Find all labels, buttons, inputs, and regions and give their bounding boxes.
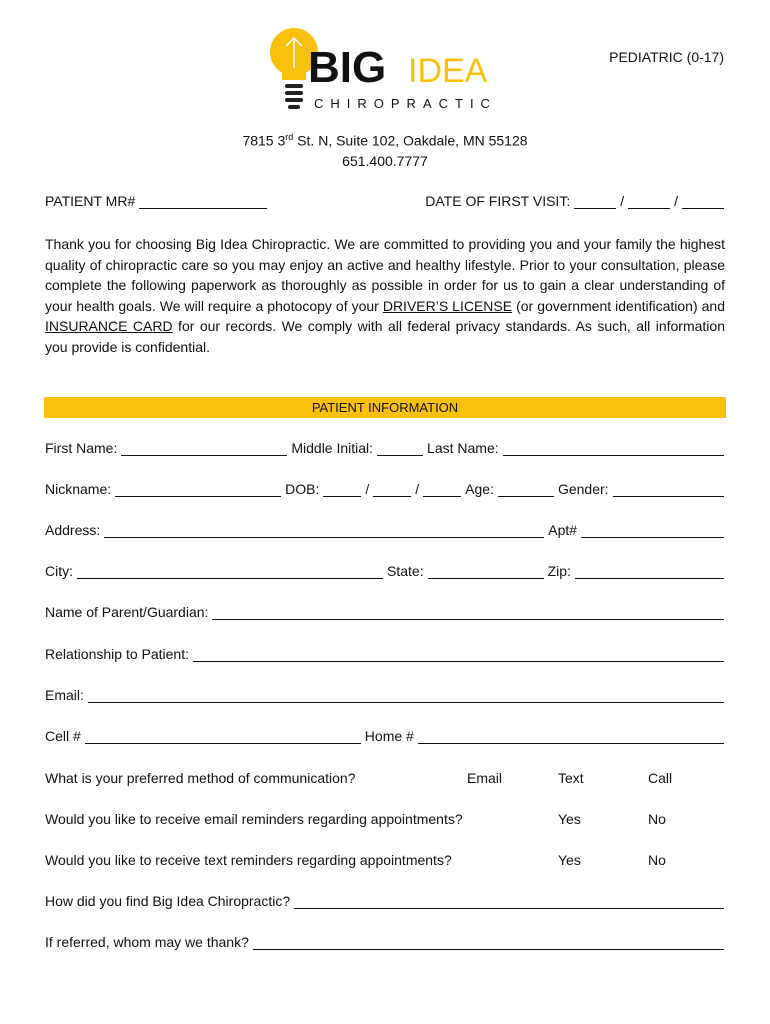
- email-row: [45, 687, 724, 703]
- middle-initial-field[interactable]: [377, 442, 423, 456]
- age-label: Age:: [465, 481, 494, 497]
- state-label: State:: [387, 563, 424, 579]
- age-field[interactable]: [498, 483, 554, 497]
- apt-field[interactable]: [581, 524, 724, 538]
- first-visit-label: DATE OF FIRST VISIT:: [425, 193, 571, 209]
- phone-row: [45, 728, 724, 744]
- apt-label: Apt#: [548, 522, 578, 538]
- big-idea-logo: [270, 24, 510, 116]
- nickname-label: Nickname:: [45, 481, 112, 497]
- zip-field[interactable]: [575, 565, 724, 579]
- email-label: Email:: [45, 687, 84, 703]
- zip-label: Zip:: [547, 563, 571, 579]
- first-visit-year-field[interactable]: [682, 195, 724, 209]
- cell-label: Cell #: [45, 728, 81, 744]
- section-title-patient-information: PATIENT INFORMATION: [44, 397, 726, 418]
- text-reminders-no[interactable]: No: [648, 852, 666, 868]
- first-visit-month-field[interactable]: [574, 195, 616, 209]
- parent-row: [45, 604, 724, 620]
- home-field[interactable]: [418, 730, 724, 744]
- state-field[interactable]: [428, 565, 544, 579]
- communication-option-call[interactable]: Call: [648, 770, 673, 786]
- relationship-label: Relationship to Patient:: [45, 646, 189, 662]
- clinic-phone: 651.400.7777: [342, 153, 428, 169]
- referred-row: [45, 934, 724, 950]
- first-visit-day-field[interactable]: [628, 195, 670, 209]
- meta-row: PATIENT MR# DATE OF FIRST VISIT: / /: [45, 193, 724, 209]
- dob-month-field[interactable]: [323, 483, 361, 497]
- communication-option-email[interactable]: Email: [467, 770, 503, 786]
- cell-field[interactable]: [85, 730, 361, 744]
- address-label: Address:: [45, 522, 101, 538]
- found-us-field[interactable]: [294, 895, 724, 909]
- address-field[interactable]: [104, 524, 544, 538]
- logo-word-chiropractic: CHIROPRACTIC: [314, 96, 497, 111]
- email-field[interactable]: [88, 689, 724, 703]
- referred-field[interactable]: [253, 936, 724, 950]
- city-label: City:: [45, 563, 73, 579]
- nickname-row: Nickname: DOB: / / Age: Gender:: [45, 481, 724, 497]
- gender-field[interactable]: [613, 483, 724, 497]
- dob-label: DOB:: [285, 481, 320, 497]
- name-row: [45, 440, 724, 456]
- nickname-field[interactable]: [115, 483, 281, 497]
- email-reminders-yes[interactable]: Yes: [558, 811, 581, 827]
- patient-mr-label: PATIENT MR#: [45, 193, 136, 209]
- referred-label: If referred, whom may we thank?: [45, 934, 249, 950]
- city-field[interactable]: [77, 565, 383, 579]
- found-us-label: How did you find Big Idea Chiropractic?: [45, 893, 291, 909]
- relationship-row: [45, 646, 724, 662]
- intro-paragraph: Thank you for choosing Big Idea Chiropractic. We are committed to providing you and your family the highest quality of chiropractic care so you may enjoy an active and healthy lifestyle. Prior to your consultation, please complete the following paperwork as thoroughly as possible in order for us to gain a clear understanding of your health goals. We will require a photocopy of your DRIVER’S LICENSE (or government identification) and INSURANCE CARD for our records. We comply with all federal privacy standards. As such, all information you provide is confidential.: [45, 236, 725, 355]
- city-row: [45, 563, 724, 579]
- logo-word-idea: IDEA: [408, 52, 488, 90]
- gender-label: Gender:: [557, 481, 609, 497]
- found-us-row: [45, 893, 724, 909]
- dob-year-field[interactable]: [423, 483, 461, 497]
- first-name-field[interactable]: [121, 442, 287, 456]
- communication-option-text[interactable]: Text: [558, 770, 584, 786]
- text-reminders-question: Would you like to receive text reminders regarding appointments?: [45, 852, 452, 868]
- text-reminders-yes[interactable]: Yes: [558, 852, 581, 868]
- address-row: [45, 522, 724, 538]
- parent-label: Name of Parent/Guardian:: [45, 604, 209, 620]
- logo-word-big: BIG: [308, 43, 387, 92]
- middle-initial-label: Middle Initial:: [291, 440, 374, 456]
- last-name-label: Last Name:: [427, 440, 499, 456]
- relationship-field[interactable]: [193, 648, 724, 662]
- drivers-license-text: DRIVER’S LICENSE: [382, 297, 513, 314]
- patient-mr-field[interactable]: [139, 195, 267, 209]
- form-type-label: PEDIATRIC (0-17): [609, 49, 724, 65]
- communication-question: What is your preferred method of communication?: [45, 770, 356, 786]
- home-label: Home #: [364, 728, 414, 744]
- clinic-address: 7815 3rd St. N, Suite 102, Oakdale, MN 55128: [242, 132, 528, 149]
- insurance-card-text: INSURANCE CARD: [45, 318, 173, 334]
- parent-field[interactable]: [212, 606, 724, 620]
- first-name-label: First Name:: [45, 440, 118, 456]
- dob-day-field[interactable]: [373, 483, 411, 497]
- last-name-field[interactable]: [503, 442, 724, 456]
- email-reminders-no[interactable]: No: [648, 811, 666, 827]
- email-reminders-question: Would you like to receive email reminders regarding appointments?: [45, 811, 463, 827]
